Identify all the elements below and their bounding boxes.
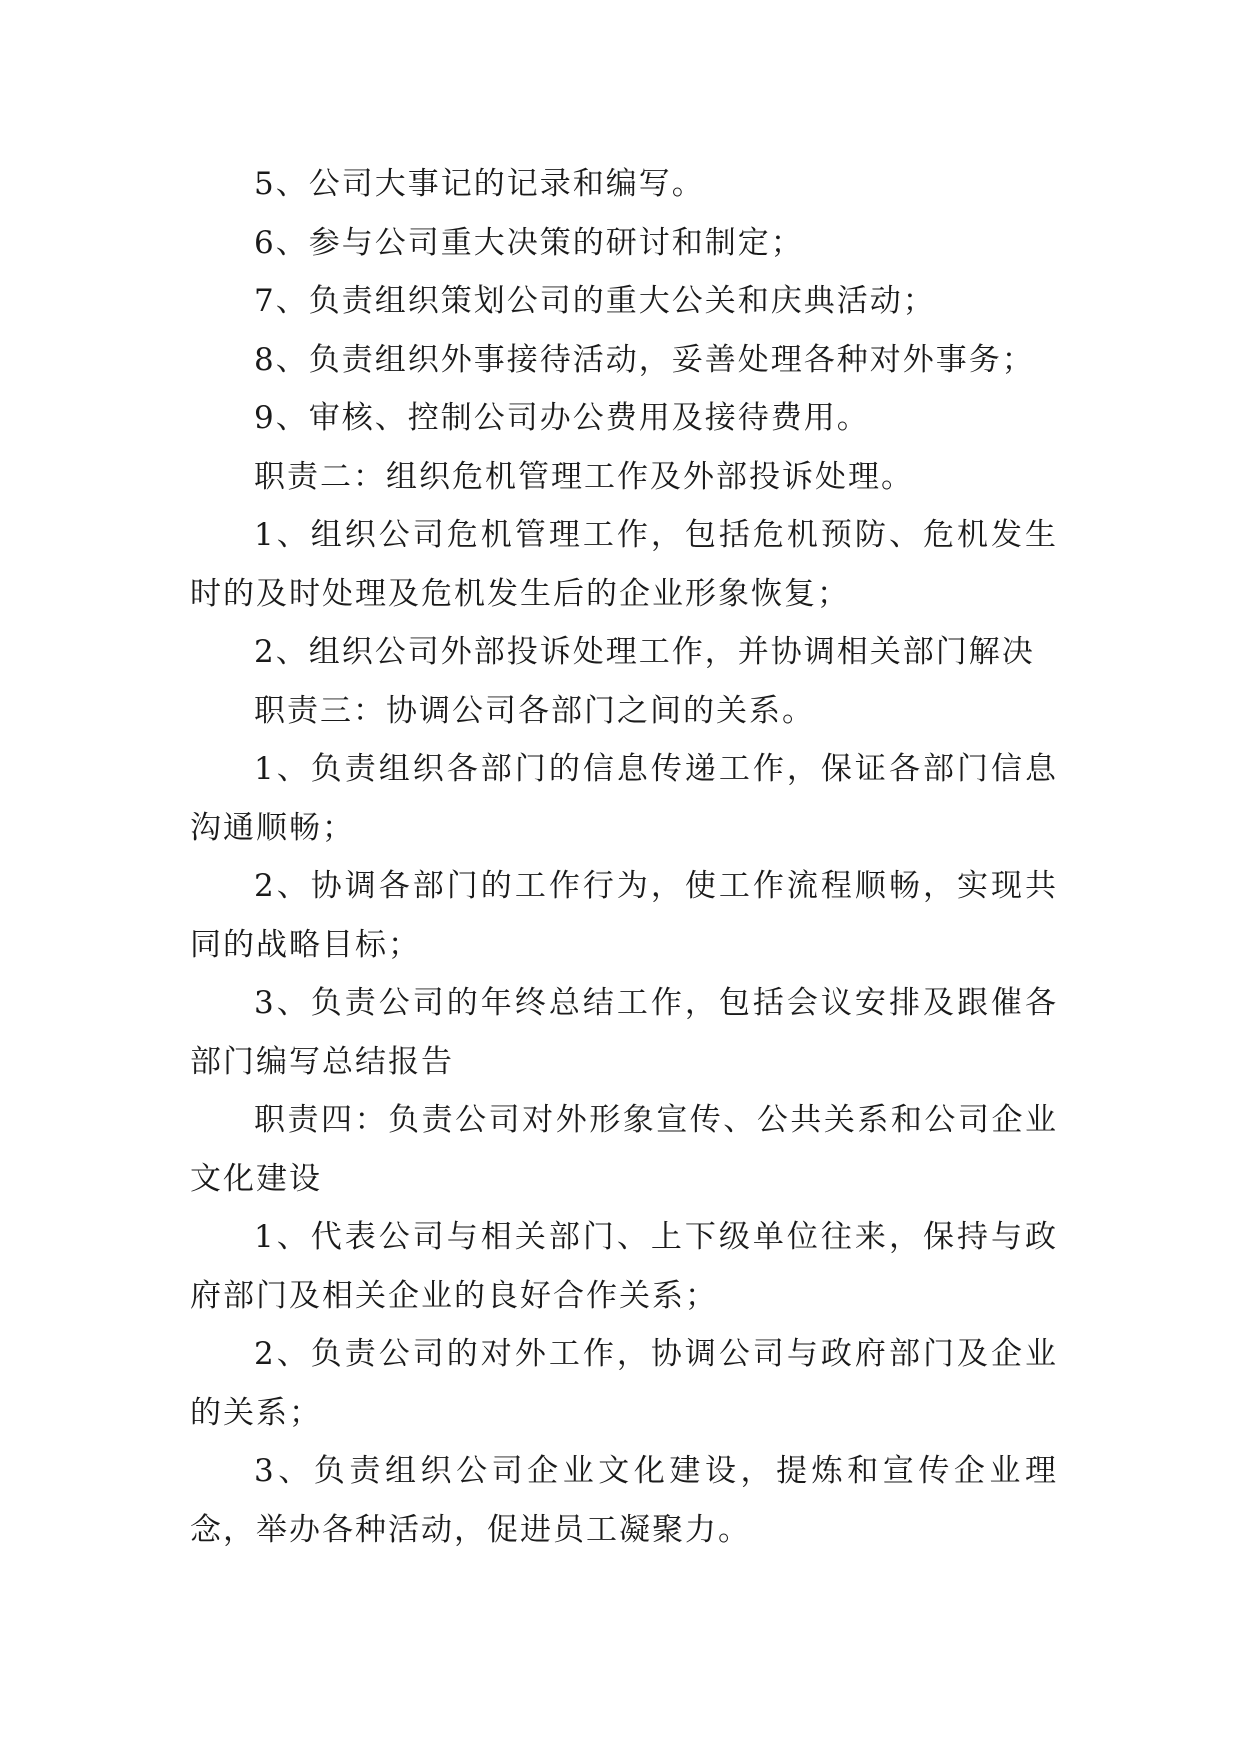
paragraph-duty-2-item-2: 2、组织公司外部投诉处理工作，并协调相关部门解决 bbox=[254, 634, 1035, 670]
paragraph-duty-4-item-2: 2、负责公司的对外工作，协调公司与政府部门及企业的关系； bbox=[190, 1336, 1058, 1431]
paragraph-item-6: 6、参与公司重大决策的研讨和制定； bbox=[254, 224, 804, 261]
paragraph-duty-4-item-1: 1、代表公司与相关部门、上下级单位往来，保持与政府部门及相关企业的良好合作关系； bbox=[190, 1219, 1058, 1314]
document-body bbox=[190, 155, 1058, 1559]
paragraph-duty-3-item-3: 3、负责公司的年终总结工作，包括会议安排及跟催各部门编写总结报告 bbox=[190, 985, 1058, 1080]
section-heading-duty-2: 职责二：组织危机管理工作及外部投诉处理。 bbox=[254, 458, 914, 495]
paragraph-item-9: 9、审核、控制公司办公费用及接待费用。 bbox=[254, 400, 870, 436]
paragraph-duty-2-item-1: 1、组织公司危机管理工作，包括危机预防、危机发生时的及时处理及危机发生后的企业形象恢复； bbox=[190, 517, 1058, 612]
section-heading-duty-3: 职责三：协调公司各部门之间的关系。 bbox=[254, 692, 815, 729]
section-heading-duty-4: 职责四：负责公司对外形象宣传、公共关系和公司企业文化建设 bbox=[190, 1102, 1058, 1197]
paragraph-item-8: 8、负责组织外事接待活动，妥善处理各种对外事务； bbox=[254, 341, 1035, 378]
paragraph-item-7: 7、负责组织策划公司的重大公关和庆典活动； bbox=[254, 283, 936, 319]
paragraph-duty-3-item-1: 1、负责组织各部门的信息传递工作，保证各部门信息沟通顺畅； bbox=[190, 751, 1058, 846]
paragraph-duty-4-item-3: 3、负责组织公司企业文化建设，提炼和宣传企业理念，举办各种活动，促进员工凝聚力。 bbox=[190, 1453, 1058, 1548]
paragraph-duty-3-item-2: 2、协调各部门的工作行为，使工作流程顺畅，实现共同的战略目标； bbox=[190, 868, 1058, 963]
paragraph-item-5: 5、公司大事记的记录和编写。 bbox=[254, 166, 705, 202]
